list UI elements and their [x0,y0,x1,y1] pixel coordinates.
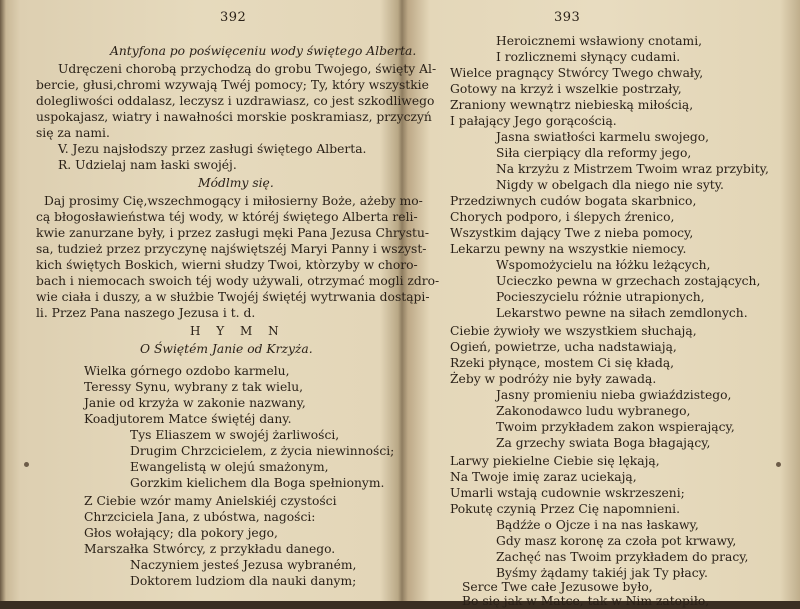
verse-line: Serce Twe całe Jezusowe było, [462,580,653,594]
verse-line: Ucieczko pewna w grzechach zostających, [496,274,761,288]
verse-line: Rzeki płynące, mostem Ci się kładą, [450,356,675,370]
verse-line: Lekarzu pewny na wszystkie niemocy. [450,242,687,256]
verse-line: Marszałka Stwórcy, z przykładu danego. [84,542,336,556]
verse-line: Lekarstwo pewne na siłach zemdlonych. [496,306,748,320]
verse-line: Bądźże o Ojcze i na nas łaskawy, [496,518,699,532]
text-line: sa, tudzież przez przyczynę najświętszéj Maryi Panny i wszyst- [36,242,427,256]
verse-line: Pocieszycielu różnie utrapionych, [496,290,705,304]
text-line: kwie zanurzane były, i przez zasługi męki Pana Jezusa Chrystu- [36,226,430,240]
text-line: dolegliwości oddalasz, leczysz i uzdrawiasz, co jest szkodliwego [36,94,435,108]
text-line: uspokajasz, wiatry i nawałności morskie poskramiasz, przyczyń [36,110,432,124]
verse-line: Siła cierpiący dla reformy jego, [496,146,692,160]
verse-line: Janie od krzyża w zakonie nazwany, [84,396,306,410]
prayer-heading: Módlmy się. [198,176,274,190]
verse-line: Teressy Synu, wybrany z tak wielu, [84,380,304,394]
page-number-left: 392 [220,10,247,25]
verse-line: Jasna swiatłości karmelu swojego, [496,130,710,144]
verse-line: Twoim przykładem zakon wspierający, [496,420,735,434]
text-line: bercie, głusi,chromi wzywają Twéj pomocy; Ty, który wszystkie [36,78,429,92]
verse-line: Ewangelistą w olejú smażonym, [130,460,329,474]
verse-line: Gdy masz koronę za czoła pot krwawy, [496,534,737,548]
verse-line: Bo się jak w Matce, tak w Nim zatopiło, [462,594,710,608]
verse-line: Tys Eliaszem w swojéj żarliwości, [130,428,340,442]
page-number-right: 393 [554,10,581,25]
verse-line: I rozlicznemi słynący cudami. [496,50,681,64]
verse-line: Przedziwnych cudów bogata skarbnico, [450,194,697,208]
text-line: wie ciała i duszy, a w służbie Twojéj świętéj wytrwania dostąpi- [36,290,430,304]
verse-line: Na krzyżu z Mistrzem Twoim wraz przybity, [496,162,769,176]
verse-line: Naczyniem jesteś Jezusa wybraném, [130,558,357,572]
binding-hole-mark [776,462,781,467]
right-page [412,0,792,608]
binding-hole-mark [24,462,29,467]
verse-line: Żeby w podróży nie były zawadą. [450,372,657,386]
verse-line: Wspomożycielu na łóżku leżących, [496,258,711,272]
verse-line: Jasny promieniu nieba gwiaździstego, [496,388,732,402]
verse-line: Wielka górnego ozdobo karmelu, [84,364,290,378]
text-line: li. Przez Pana naszego Jezusa i t. d. [36,306,256,320]
text-line: Udręczeni chorobą przychodzą do grobu Twojego, święty Al- [58,62,437,76]
verse-line: Zraniony wewnątrz niebieską miłością, [450,98,694,112]
hymn-subtitle: O Świętém Janie od Krzyża. [140,342,313,356]
verse-line: Heroicznemi wsławiony cnotami, [496,34,703,48]
verse-line: Umarli wstają cudownie wskrzeszeni; [450,486,685,500]
text-line: bach i niemocach swoich téj wody używali, otrzymać mogli zdro- [36,274,440,288]
versicle: V. Jezu najsłodszy przez zasługi świętego Alberta. [58,142,367,156]
verse-line: Pokutę czynią Przez Cię napomnieni. [450,502,680,516]
verse-line: Koadjutorem Matce świętéj dany. [84,412,292,426]
verse-line: Larwy piekielne Ciebie się lękają, [450,454,660,468]
verse-line: Ogień, powietrze, ucha nadstawiają, [450,340,677,354]
verse-line: Zakonodawco ludu wybranego, [496,404,691,418]
antiphon-heading: Antyfona po poświęceniu wody świętego Alberta. [110,44,417,58]
text-line: kich świętych Boskich, wierni słudzy Twoi, ktòrzyby w choro- [36,258,418,272]
text-line: się za nami. [36,126,110,140]
verse-line: Wszystkim dający Twe z nieba pomocy, [450,226,694,240]
verse-line: Gorzkim kielichem dla Boga spełnionym. [130,476,385,490]
verse-line: Głos wołający; dla pokory jego, [84,526,278,540]
verse-line: Byśmy żądamy takiéj jak Ty płacy. [496,566,708,580]
verse-line: Wielce pragnący Stwórcy Twego chwały, [450,66,704,80]
verse-line: Na Twoje imię zaraz uciekają, [450,470,637,484]
text-line: cą błogosławieństwa téj wody, w któréj świętego Alberta reli- [36,210,418,224]
hymn-heading: H Y M N [190,324,285,338]
verse-line: Za grzechy swiata Boga błagający, [496,436,711,450]
verse-line: Nigdy w obelgach dla niego nie syty. [496,178,724,192]
response: R. Udzielaj nam łaski swojéj. [58,158,237,172]
verse-line: Chorych podporo, i ślepych źrenico, [450,210,675,224]
verse-line: Gotowy na krzyż i wszelkie postrzały, [450,82,682,96]
verse-line: Z Ciebie wzór mamy Anielskiéj czystości [84,494,337,508]
verse-line: I pałający Jego gorącością. [450,114,617,128]
verse-line: Chrzciciela Jana, z ubóstwa, nagości: [84,510,316,524]
verse-line: Zachęć nas Twoim przykładem do pracy, [496,550,749,564]
verse-line: Doktorem ludziom dla nauki danym; [130,574,357,588]
left-page [14,0,440,601]
verse-line: Ciebie żywioły we wszystkiem słuchają, [450,324,697,338]
verse-line: Drugim Chrzcicielem, z życia niewinności; [130,444,395,458]
text-line: Daj prosimy Cię,wszechmogący i miłosierny Boże, ażeby mo- [44,194,423,208]
